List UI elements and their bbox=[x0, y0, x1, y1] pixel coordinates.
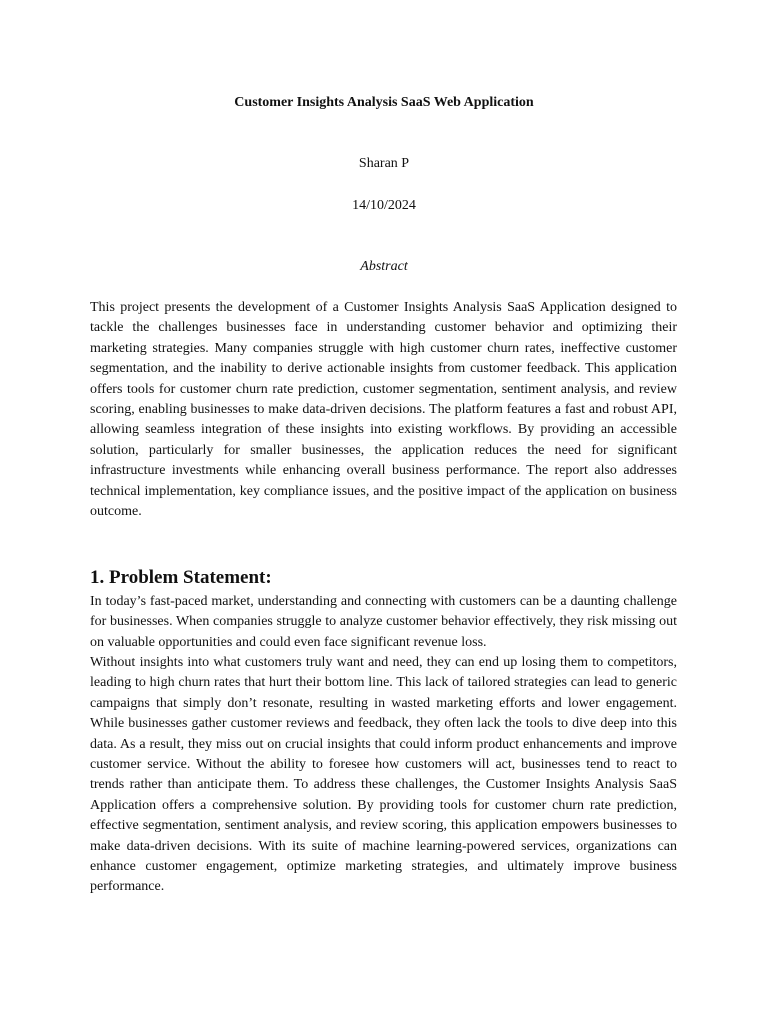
problem-statement-paragraph-1: In today’s fast-paced market, understanding and connecting with customers can be a daunting challenge for businesses. When companies struggle to analyze customer behavior effectively, they risk missing out on valuable opportunities and could even face significant revenue loss. bbox=[90, 594, 677, 650]
author-name: Sharan P bbox=[358, 156, 410, 171]
section-heading-problem-statement: 1. Problem Statement: bbox=[90, 567, 272, 588]
document-date: 14/10/2024 bbox=[352, 198, 416, 213]
abstract-heading: Abstract bbox=[360, 259, 408, 274]
document-title: Customer Insights Analysis SaaS Web Application bbox=[234, 95, 534, 110]
abstract-paragraph: This project presents the development of a Customer Insights Analysis SaaS Application designed to tackle the challenges businesses face in understanding customer behavior and optimizing their marketing strategies. Many companies struggle with high customer churn rates, ineffective customer segmentation, and the inability to derive actionable insights from customer feedback. This application offers tools for customer churn rate prediction, customer segmentation, sentiment analysis, and review scoring, enabling businesses to make data-driven decisions. The platform features a fast and robust API, allowing seamless integration of these insights into existing workflows. By providing an accessible solution, particularly for smaller businesses, the application reduces the need for significant infrastructure investments while enhancing overall business performance. The report also addresses technical implementation, key compliance issues, and the positive impact of the application on business outcome. bbox=[90, 300, 677, 520]
problem-statement-paragraph-2: Without insights into what customers truly want and need, they can end up losing them to competitors, leading to high churn rates that hurt their bottom line. This lack of tailored strategies can lead to generic campaigns that simply don’t resonate, resulting in wasted marketing efforts and lower engagement. While businesses gather customer reviews and feedback, they often lack the tools to dive deep into this data. As a result, they miss out on crucial insights that could inform product enhancements and improve customer service. Without the ability to foresee how customers will act, businesses tend to react to trends rather than anticipate them. To address these challenges, the Customer Insights Analysis SaaS Application offers a comprehensive solution. By providing tools for customer churn rate prediction, effective segmentation, sentiment analysis, and review scoring, this application empowers businesses to make data-driven decisions. With its suite of machine learning-powered services, organizations can enhance customer engagement, optimize marketing strategies, and ultimately improve business performance. bbox=[90, 655, 677, 895]
